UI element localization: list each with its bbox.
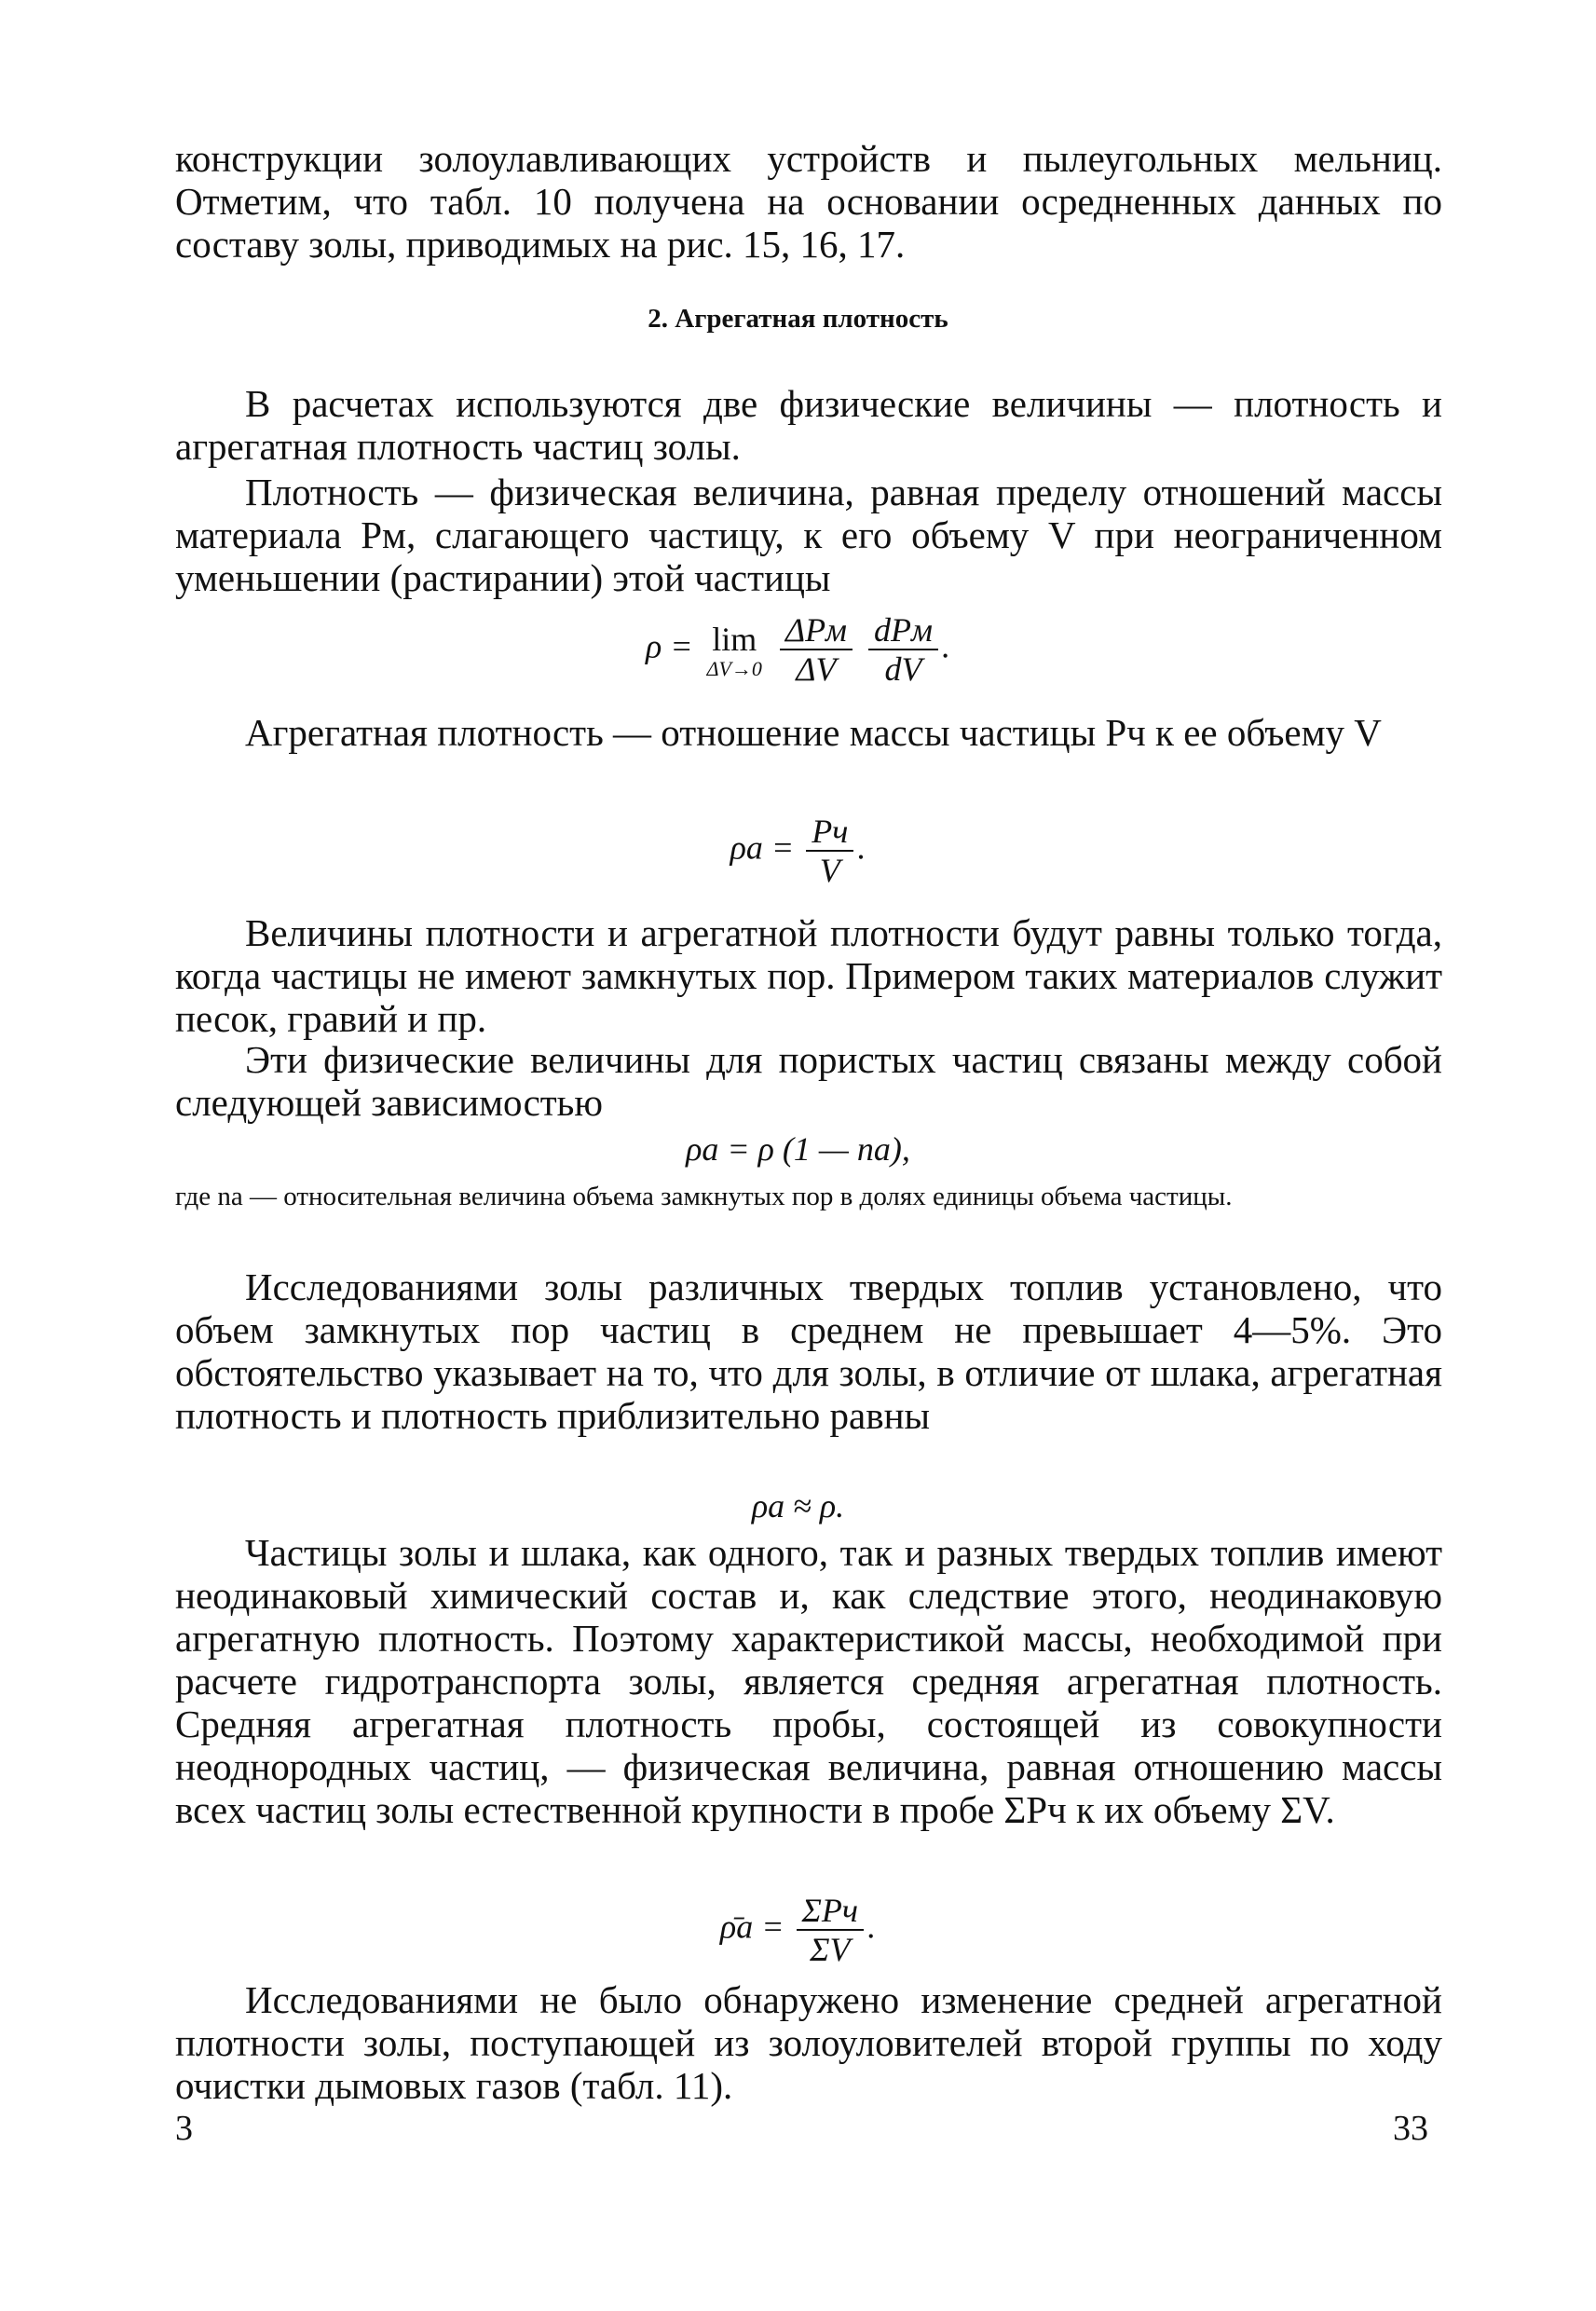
formula-mean-lhs: ρ̄а = (719, 1908, 784, 1946)
formula-density-end: . (942, 627, 950, 665)
paragraph-3 (175, 711, 1442, 754)
formula-mean-density (0, 1892, 1596, 1968)
fraction-derivative-num: dPм (868, 611, 938, 650)
fraction-derivative (868, 611, 938, 688)
formula-limit-sub: ΔV→0 (706, 657, 762, 680)
fraction-mean (797, 1892, 865, 1968)
section-heading: 2. Агрегатная плотность (648, 304, 948, 334)
note (175, 1182, 1442, 1212)
paragraph-4-text: Величины плотности и агрегатной плотности будут равны только тогда, когда частицы не имеют замкнутых пор. Примером таких материалов служит песок, гравий и пр. (175, 911, 1442, 1040)
paragraph-2-text: Плотность — физическая величина, равная пределу отношений массы материала Pм, слагающего частицу, к его объему V при неограниченном уменьшении (растирании) этой частицы (175, 471, 1442, 599)
fraction-aggregate-num: Pч (806, 813, 853, 852)
paragraph-8 (175, 1978, 1442, 2107)
fraction-derivative-den: dV (884, 650, 922, 688)
intro-text: конструкции золоулавливающих устройств и пылеугольных мельниц. Отметим, что табл. 10 получена на основании осредненных данных по составу золы, приводимых на рис. 15, 16, 17. (175, 137, 1442, 266)
paragraph-5-text: Эти физические величины для пористых частиц связаны между собой следующей зависимостью (175, 1038, 1442, 1124)
fraction-mean-num: ΣPч (797, 1892, 865, 1931)
fraction-delta-den: ΔV (796, 650, 837, 688)
paragraph-3-text: Агрегатная плотность — отношение массы частицы Pч к ее объему V (245, 711, 1382, 754)
paragraph-1-text: В расчетах используются две физические величины — плотность и агрегатная плотность частиц золы. (175, 382, 1442, 468)
page-number: 33 (1393, 2109, 1428, 2148)
formula-limit-word: lim (712, 621, 757, 658)
formula-limit (707, 620, 762, 679)
paragraph-6 (175, 1265, 1442, 1437)
fraction-delta (780, 611, 853, 688)
formula-aggregate-density (0, 813, 1596, 889)
formula-relation: ρа = ρ (1 — nа), (686, 1130, 910, 1168)
paragraph-8-text: Исследованиями не было обнаружено изменение средней агрегатной плотности золы, поступающей из золоуловителей второй группы по ходу очистки дымовых газов (табл. 11). (175, 1978, 1442, 2107)
paragraph-7-text: Частицы золы и шлака, как одного, так и разных твердых топлив имеют неодинаковый химический состав и, как следствие этого, неодинаковую агрегатную плотность. Поэтому характеристикой массы, необходимой при расчете гидротранспорта золы, является средняя агрегатная плотность. Средняя агрегатная плотность пробы, состоящей из совокупности неоднородных частиц, — физическая величина, равная отношению массы всех частиц золы естественной крупности в пробе ΣPч к их объему ΣV. (175, 1531, 1442, 1831)
paragraph-5 (175, 1038, 1442, 1124)
paragraph-2 (175, 471, 1442, 599)
formula-aggregate-lhs: ρа = (730, 828, 795, 867)
intro-paragraph (175, 137, 1442, 266)
formula-aggregate-end: . (857, 828, 866, 867)
formula-mean-end: . (867, 1908, 877, 1946)
fraction-mean-den: ΣV (810, 1931, 851, 1968)
paragraph-4 (175, 911, 1442, 1040)
signature-mark: 3 (175, 2109, 193, 2148)
fraction-delta-num: ΔPм (780, 611, 853, 650)
formula-density-lhs: ρ = (646, 627, 693, 665)
paragraph-6-text: Исследованиями золы различных твердых топлив установлено, что объем замкнутых пор частиц в среднем не превышает 4—5%. Это обстоятельство указывает на то, что для золы, в отличие от шлака, агрегатная плотность и плотность приблизительно равны (175, 1265, 1442, 1437)
fraction-aggregate-den: V (819, 852, 840, 889)
formula-density (0, 611, 1596, 688)
formula-approx: ρа ≈ ρ. (751, 1487, 845, 1525)
fraction-aggregate (806, 813, 853, 889)
paragraph-1 (175, 382, 1442, 468)
note-text: где nа — относительная величина объема замкнутых пор в долях единицы объема частицы. (175, 1182, 1233, 1211)
paragraph-7 (175, 1531, 1442, 1831)
